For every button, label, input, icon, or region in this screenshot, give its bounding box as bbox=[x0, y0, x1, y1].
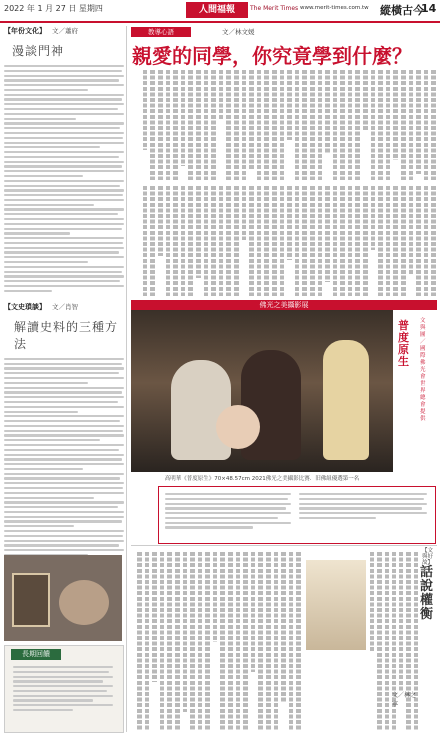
article-body bbox=[4, 65, 124, 292]
article-title: 解讀史料的三種方法 bbox=[14, 319, 119, 351]
ad-body bbox=[13, 666, 113, 711]
section-title: 縱橫古今 bbox=[380, 4, 424, 17]
lower-story-title: 話說權衡 bbox=[420, 565, 434, 622]
page-header bbox=[0, 0, 440, 22]
award-callout bbox=[158, 486, 436, 544]
newspaper-logo-en: The Merit Times bbox=[250, 5, 299, 12]
website-url[interactable]: www.merit-times.com.tw bbox=[300, 5, 369, 11]
section-divider bbox=[131, 545, 437, 546]
award-title: 普度原生 bbox=[398, 319, 409, 368]
newspaper-logo: 人間福報 bbox=[186, 2, 248, 18]
main-body-upper bbox=[132, 70, 436, 180]
scale-illustration bbox=[306, 560, 366, 650]
baby-figure bbox=[216, 405, 260, 449]
article-author: 文／蕭府 bbox=[52, 27, 78, 35]
feature-photo bbox=[131, 310, 393, 472]
issue-date: 2022 年 1 月 27 日 星期四 bbox=[4, 4, 103, 13]
main-article-tag: 教導心語 bbox=[131, 27, 191, 37]
header-rule bbox=[0, 21, 440, 23]
article-author: 文／肖智 bbox=[52, 302, 78, 311]
lower-story-body bbox=[131, 552, 301, 730]
lower-story-tag: 【文與好故】 bbox=[422, 548, 434, 566]
page-number: 14 bbox=[421, 2, 437, 15]
main-body-lower bbox=[132, 186, 436, 296]
ad-tag: 長期回饋 bbox=[11, 649, 61, 660]
ad-box[interactable] bbox=[4, 645, 124, 733]
main-article-title: 親愛的同學，你究竟學到什麼？ bbox=[132, 44, 412, 68]
buddha-statue bbox=[323, 340, 369, 460]
plaque-shape bbox=[12, 573, 50, 627]
lower-story-author: 文／林之寧 bbox=[392, 692, 417, 708]
column-divider bbox=[126, 26, 127, 732]
article-tag: 【年份文化】 bbox=[4, 27, 46, 35]
article-menshen bbox=[4, 26, 124, 292]
article-tag: 【文史瑣談】 bbox=[4, 302, 46, 311]
relic-photo bbox=[4, 555, 122, 641]
article-history-methods bbox=[4, 302, 124, 556]
photo-feature-banner: 佛光之美攝影展 bbox=[131, 300, 437, 310]
photo-caption: 高明華《普度原生》70×48.57cm 2021佛光之美攝影比賽．旧佛組優選第一名 bbox=[164, 476, 360, 482]
award-credit: 文與圖／國際佛光會世界總會提供 bbox=[420, 318, 426, 422]
bowl-shape bbox=[59, 580, 109, 625]
main-article-author: 文／林文媛 bbox=[222, 28, 255, 36]
article-body bbox=[4, 358, 124, 556]
callout-text bbox=[299, 493, 427, 519]
callout-text bbox=[165, 493, 291, 529]
article-title: 漫談門神 bbox=[12, 44, 65, 58]
